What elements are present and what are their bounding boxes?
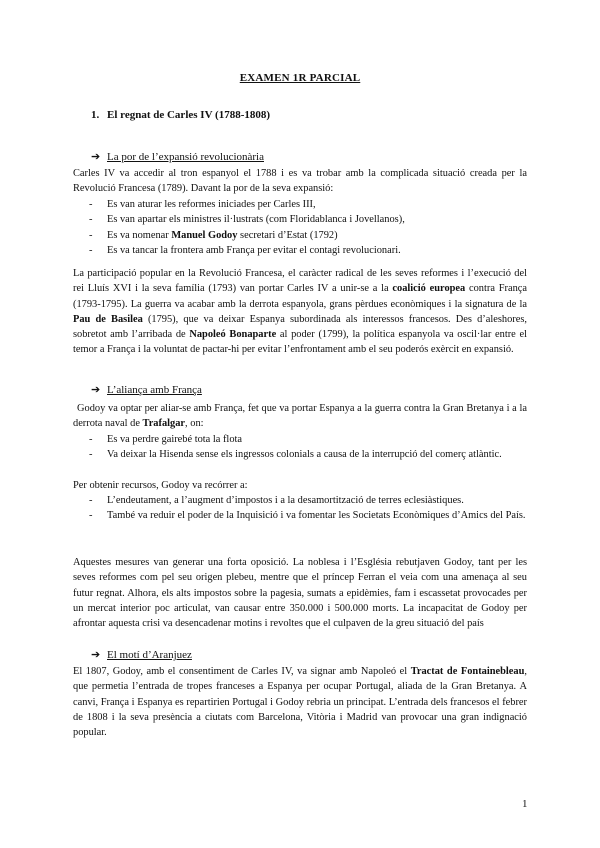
section-heading xyxy=(91,109,270,121)
arrow-icon: ➔ xyxy=(91,151,101,163)
list-item: - També va reduir el poder de la Inquisició i va fomentar les Societats Econòmiques d’Amics del País. xyxy=(89,510,526,522)
subsection-heading-1 xyxy=(91,150,264,163)
paragraph: El 1807, Godoy, amb el consentiment de Carles IV, va signar amb Napoleó el Tractat de Fontainebleau, que permetia l’entrada de tropes franceses a Espanya per ocupar Portugal, aliada de la Gran Bretanya. A canvi, França i Espanya es repartirien Portugal i Godoy rebria un principat. L’entrada dels francesos el febrer de 1808 i la seva presència a ciutats com Barcelona, Vitòria i Madrid van provocar una gran indignació popular. xyxy=(73,666,527,739)
arrow-icon: ➔ xyxy=(91,384,101,396)
list-item: - Es van aturar les reformes iniciades per Carles III, xyxy=(89,199,316,210)
bullet-list xyxy=(73,493,527,524)
section-number: 1. xyxy=(91,109,100,121)
paragraph: La participació popular en la Revolució Francesa, el caràcter radical de les seves reformes i l’execució del rei Lluís XVI i la seva família (1793) van portar Carles IV a unir-se a la coalició europea contra França (1793-1795). La guerra va acabar amb la derrota espanyola, grans pèrdues econòmiques i la signatura de la Pau de Basilea (1795), que va deixar Espanya subordinada als interessos francesos. Des d’aleshores, sobretot amb l’arribada de Napoleó Bonaparte al poder (1799), la política espanyola va oscil·lar entre el temor a França i la voluntat de pactar-hi per evitar l’enfrontament amb el seu poderós exèrcit en expansió. xyxy=(73,268,527,356)
subsection-label: La por de l’expansió revolucionària xyxy=(107,151,264,163)
paragraph: Per obtenir recursos, Godoy va recórrer a: xyxy=(73,480,248,491)
list-item: - L’endeutament, a l’augment d’impostos i a la desamortització de terres eclesiàstiques. xyxy=(89,495,464,506)
list-item: - Va deixar la Hisenda sense els ingressos colonials a causa de la interrupció del comerç atlàntic. xyxy=(89,449,502,461)
list-item: - Es va nomenar Manuel Godoy secretari d’Estat (1792) xyxy=(89,229,338,241)
list-item: - Es va tancar la frontera amb França per evitar el contagi revolucionari. xyxy=(89,244,401,256)
bullet-list xyxy=(73,432,527,463)
paragraph: Godoy va optar per aliar-se amb França, fet que va portar Espanya a la guerra contra la Gran Bretanya i a la derrota naval de Trafalgar, on: xyxy=(73,403,527,430)
subsection-heading-2 xyxy=(91,383,202,396)
bullet-list xyxy=(73,197,527,258)
list-item: - Es van apartar els ministres il·lustrats (com Floridablanca i Jovellanos), xyxy=(89,214,405,226)
paragraph: Carles IV va accedir al tron espanyol el 1788 i es va trobar amb la complicada situació creada per la Revolució Francesa (1789). Davant la por de la seva expansió: xyxy=(73,168,527,195)
arrow-icon: ➔ xyxy=(91,649,101,661)
page-title: EXAMEN 1R PARCIAL xyxy=(239,72,361,84)
section-title: El regnat de Carles IV (1788-1808) xyxy=(107,109,271,121)
subsection-label: L’aliança amb França xyxy=(107,384,202,396)
paragraph: Aquestes mesures van generar una forta oposició. La noblesa i l’Església rebutjaven Godoy, tant per les seves reformes com pel seu origen plebeu, mentre que el príncep Ferran el veia com una amenaça al seu futur regnat. Alhora, els alts impostos sobre la pagesia, sumats a epidèmies, fam i escassetat provocades per un mercat interior poc articulat, van causar entre 350.000 i 500.000 morts. La incapacitat de Godoy per afrontar aquesta crisi va desencadenar motins i revoltes que el culpaven de la greu situació del país xyxy=(73,557,527,630)
page-number: 1 xyxy=(522,798,528,810)
subsection-heading-3 xyxy=(91,648,192,661)
list-item: - Es va perdre gairebé tota la flota xyxy=(89,434,243,445)
subsection-label: El motí d’Aranjuez xyxy=(107,649,192,661)
